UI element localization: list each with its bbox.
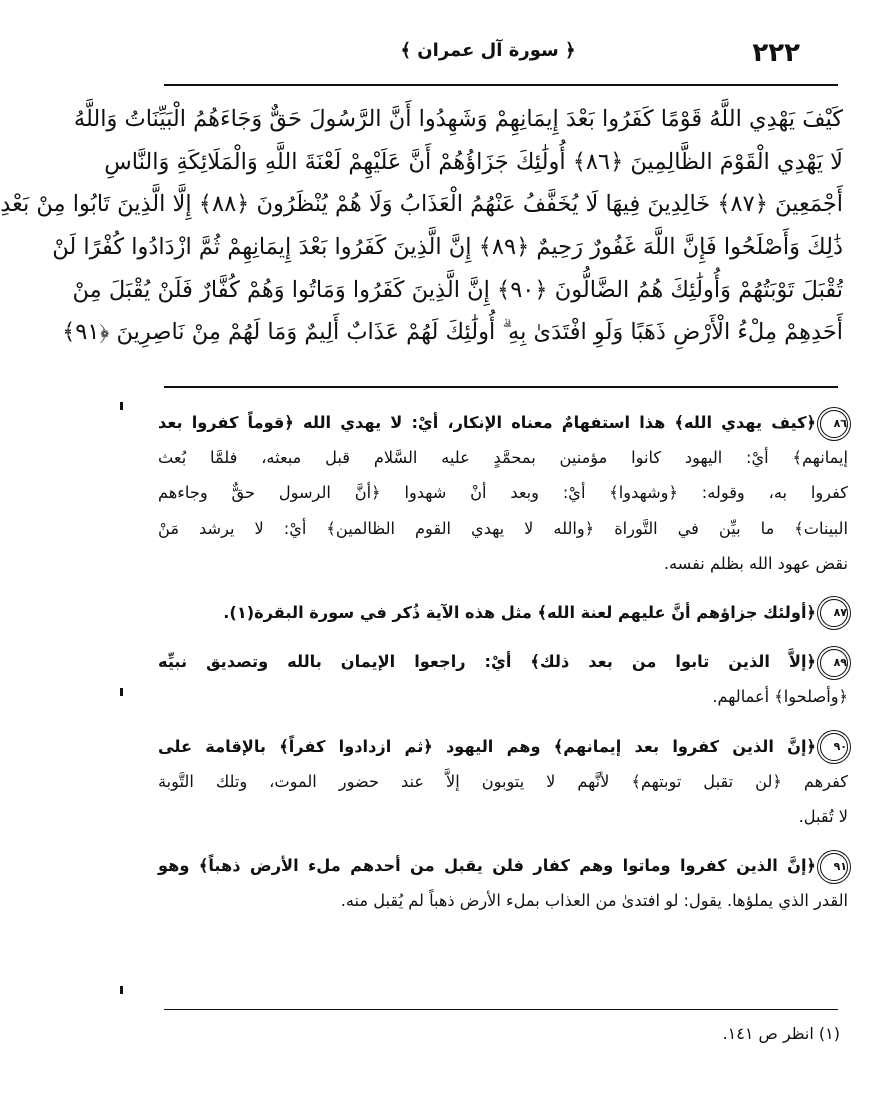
margin-mark <box>120 986 123 994</box>
tafsir-entry <box>158 848 848 918</box>
tafsir-text: ﴿إلاَّ الذين تابوا من بعد ذلك﴾ أيْ: راجعوا الإيمان بالله وتصديق نبيِّه <box>158 652 816 672</box>
quran-line: لَا يَهْدِي الْقَوْمَ الظَّالِمِينَ ﴿٨٦﴾ أُولَٰئِكَ جَزَاؤُهُمْ أَنَّ عَلَيْهِمْ لَعْنَةَ اللَّهِ وَالْمَلَائِكَةِ وَالنَّاسِ <box>104 148 843 175</box>
quran-line: تُقْبَلَ تَوْبَتُهُمْ وَأُولَٰئِكَ هُمُ الضَّالُّونَ ﴿٩٠﴾ إِنَّ الَّذِينَ كَفَرُوا وَمَاتُوا وَهُمْ كُفَّارٌ فَلَنْ يُقْبَلَ مِنْ <box>72 276 843 303</box>
tafsir-line: البينات﴾ ما بيِّن في التَّوراة ﴿والله لا يهدي القوم الظالمين﴾ أيْ: لا يرشد مَنْ <box>158 518 848 538</box>
tafsir-entry <box>158 595 848 630</box>
footnote: (١) انظر ص ١٤١. <box>722 1024 840 1043</box>
verse-number-badge: ٩٠ <box>820 733 848 761</box>
footnote-rule <box>164 1009 838 1010</box>
tafsir-line: نقض عهود الله بظلم نفسه. <box>663 553 848 573</box>
tafsir-line: لا تُقبل. <box>798 806 848 826</box>
tafsir-line <box>158 405 848 440</box>
tafsir-commentary <box>158 405 848 932</box>
tafsir-line <box>158 644 848 679</box>
tafsir-text: ﴿أولئك جزاؤهم أنَّ عليهم لعنة الله﴾ مثل هذه الآية ذُكر في سورة البقرة(١). <box>223 602 816 622</box>
margin-mark <box>120 402 123 410</box>
tafsir-line <box>158 848 848 883</box>
tafsir-line: كفروا به، وقوله: ﴿وشهدوا﴾ أيْ: وبعد أنْ شهدوا ﴿أنَّ الرسول حقٌّ وجاءهم <box>158 483 848 503</box>
tafsir-line <box>158 595 848 630</box>
page-number: ٢٢٢ <box>752 38 800 68</box>
quran-line: أَجْمَعِينَ ﴿٨٧﴾ خَالِدِينَ فِيهَا لَا يُخَفَّفُ عَنْهُمُ الْعَذَابُ وَلَا هُمْ يُنْظَرُونَ ﴿٨٨﴾ إِلَّا الَّذِينَ تَابُوا مِنْ بَعْدِ <box>0 191 843 218</box>
verse-number-badge: ٨٦ <box>820 410 848 438</box>
quran-line: ذَٰلِكَ وَأَصْلَحُوا فَإِنَّ اللَّهَ غَفُورٌ رَحِيمٌ ﴿٨٩﴾ إِنَّ الَّذِينَ كَفَرُوا بَعْدَ إِيمَانِهِمْ ثُمَّ ازْدَادُوا كُفْرًا لَنْ <box>52 234 843 261</box>
verse-number-badge: ٨٩ <box>820 649 848 677</box>
surah-title: ﴿ سورة آل عمران ﴾ <box>400 40 576 61</box>
tafsir-line: إيمانهم﴾ أيْ: اليهود كانوا مؤمنين بمحمَّدٍ عليه السَّلام قبل مبعثه، فلمَّا بُعث <box>158 448 848 468</box>
tafsir-text: ﴿كيف يهدي الله﴾ هذا استفهامٌ معناه الإنكار، أيْ: لا يهدي الله ﴿قوماً كفروا بعد <box>158 413 816 432</box>
tafsir-line: القدر الذي يملؤها. يقول: لو افتدىٰ من العذاب بملء الأرض ذهباً لم يُقبل منه. <box>340 891 848 911</box>
tafsir-entry <box>158 405 848 581</box>
quran-line: أَحَدِهِمْ مِلْءُ الْأَرْضِ ذَهَبًا وَلَوِ افْتَدَىٰ بِهِ ۗ أُولَٰئِكَ لَهُمْ عَذَابٌ أَلِيمٌ وَمَا لَهُمْ مِنْ نَاصِرِينَ ﴿٩١﴾ <box>62 319 843 346</box>
tafsir-entry <box>158 644 848 714</box>
tafsir-text: ﴿إنَّ الذين كفروا بعد إيمانهم﴾ وهم اليهود ﴿ثم ازدادوا كفراً﴾ بالإقامة على <box>158 736 816 756</box>
header-rule <box>164 84 838 86</box>
verse-number-badge: ٨٧ <box>820 599 848 627</box>
section-divider <box>164 386 838 388</box>
tafsir-text: ﴿إنَّ الذين كفروا وماتوا وهم كفار فلن يقبل من أحدهم ملء الأرض ذهباً﴾ وهو <box>158 856 816 876</box>
tafsir-line <box>158 729 848 764</box>
margin-mark <box>120 688 123 696</box>
verse-number-badge: ٩١ <box>820 853 848 881</box>
quran-text-block <box>0 98 843 354</box>
tafsir-line: كفرهم ﴿لن تقبل توبتهم﴾ لأنَّهم لا يتوبون إلاَّ عند حضور الموت، وتلك التَّوبة <box>158 771 848 791</box>
tafsir-line: ﴿وأصلحوا﴾ أعمالهم. <box>712 687 848 707</box>
tafsir-entry <box>158 729 848 835</box>
quran-line: كَيْفَ يَهْدِي اللَّهُ قَوْمًا كَفَرُوا بَعْدَ إِيمَانِهِمْ وَشَهِدُوا أَنَّ الرَّسُولَ حَقٌّ وَجَاءَهُمُ الْبَيِّنَاتُ وَاللَّهُ <box>73 106 843 132</box>
